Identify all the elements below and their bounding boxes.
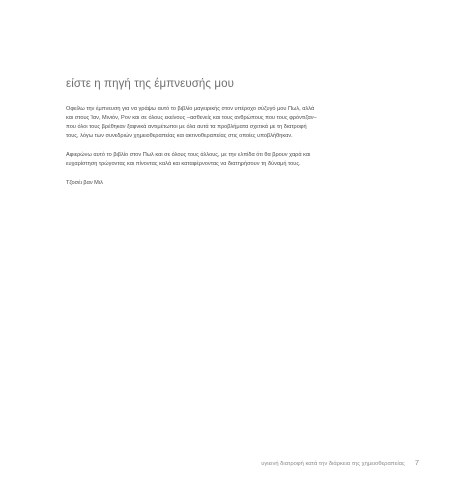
running-footer-title: υγιεινή διατροφή κατά την διάρκεια της χημειοθεραπείας [261, 461, 405, 467]
body-text [66, 105, 396, 198]
page-number: 7 [414, 458, 419, 467]
author-signature [66, 179, 396, 188]
text-line: Οφείλω την έμπνευση για να γράψω αυτό το βιβλίο μαγειρικής στον υπέροχο σύζυγό μου Πωλ, αλλά [66, 106, 315, 112]
text-line: τους, λόγω των συνεδριών χημειοθεραπείας και ακτινοθεραπείας στις οποίες υποβλήθηκαν. [66, 133, 293, 139]
page-footer [261, 458, 419, 467]
text-line: ευχαρίστηση τρώγοντας και πίνοντας καλά και καταφέρνοντας να διατηρήσουν τη δύναμή τους. [66, 161, 301, 167]
text-line: Αφιερώνω αυτό το βιβλίο στον Πωλ και σε όλους τους άλλους, με την ελπίδα ότι θα βρουν χαρά και [66, 152, 311, 158]
text-line: που όλοι τους βρέθηκαν ξαφνικά αντιμέτωποι με όλα αυτά τα προβλήματα σχετικά με τη διατροφή [66, 124, 307, 130]
text-line: και στους Ίαν, Μινιόν, Ρον και σε όλους εκείνους –ασθενείς και τους ανθρώπους που τους φρόντιζαν– [66, 115, 317, 121]
paragraph-dedication [66, 151, 396, 169]
author-name: Τζοσέι βαν Μιλ [66, 180, 103, 186]
page-heading: είστε η πηγή της έμπνευσής μου [66, 78, 234, 90]
paragraph-inspiration [66, 105, 396, 141]
